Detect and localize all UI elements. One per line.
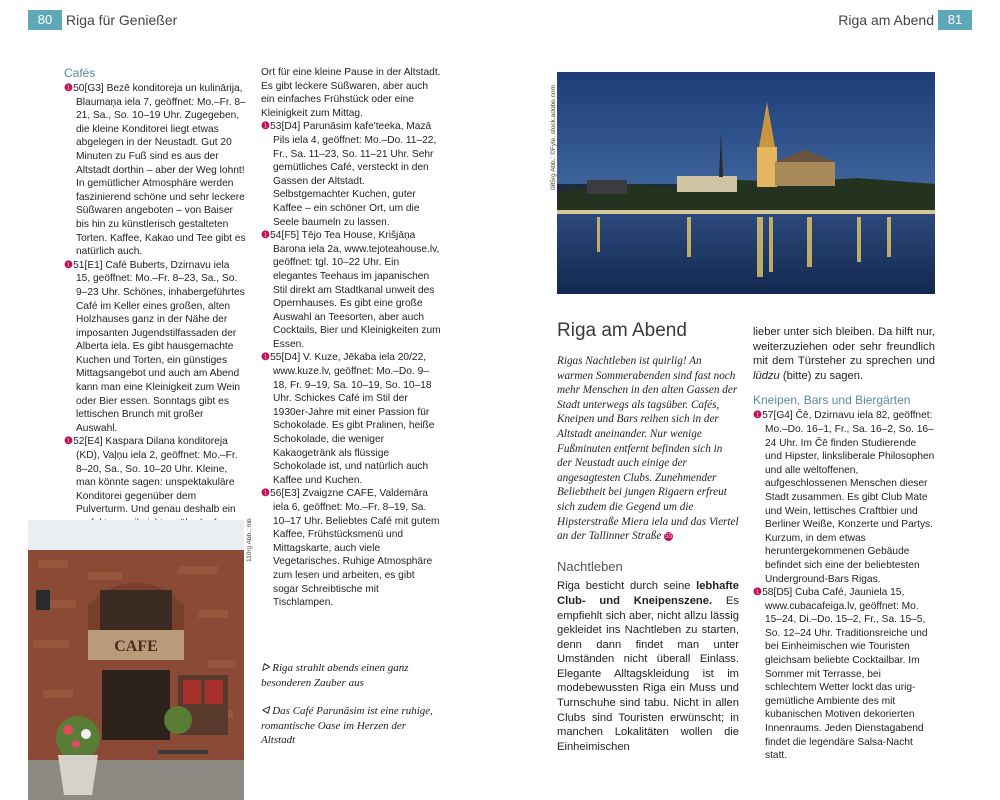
bar-pin-icon: ❶ — [753, 587, 763, 599]
entry-text: [F5] Tējo Tea House, Krišjāņa Barona iela 2a, www.tejoteahouse.lv, geöffnet: tgl. 10–22 Uhr. Ein elegantes Teehaus im japanischen Stil direkt am Stadtkanal unweit des Opernhauses. Es gibt eine große Auswahl an Teesorten, aber auch Cocktails, Bier und Kleinigkeiten zum Essen. — [273, 230, 441, 350]
entry-number: 53 — [270, 121, 282, 133]
map-pin-icon: ❶ — [261, 352, 271, 364]
map-pin-icon: ❶ — [64, 436, 74, 448]
list-item — [64, 82, 246, 259]
entry-number: 54 — [270, 230, 282, 242]
right-column-2 — [753, 325, 935, 763]
caption-text: Das Café Parunāsim ist eine ruhige, romantische Oase im Herzen der Altstadt — [261, 705, 433, 746]
list-item — [261, 487, 441, 609]
cafe-sign: CAFE — [114, 638, 158, 655]
caption-evening — [261, 661, 441, 690]
entry-number: 52 — [73, 436, 85, 448]
entry-text: [E1] Café Buberts, Dzirnavu iela 15, geöffnet: Mo.–Fr. 8–23, Sa., So. 9–23 Uhr. Schönes, inhabergeführtes Café im Keller eines großen, alten Holzhauses ganz in der Nähe der imposanten Jugendstilfassaden der Alberta iela. Es gibt hausgemachte Kuchen und Torten, ein günstiges Mittagsangebot und auch am Abend kann man eine Kleinigkeit zum Wein oder Bier essen. Sonntags gibt es lettischen Brunch mit großer Auswahl. — [76, 259, 245, 434]
running-head-left: Riga für Genießer — [66, 12, 178, 28]
entry-number: 50 — [73, 83, 85, 94]
map-pin-icon: ❶ — [64, 83, 74, 94]
map-badge: 55 — [665, 532, 673, 541]
entry-text: [E4] Kaspara Dilana konditoreja (KD), Vaļņu iela 2, geöffnet: Mo.–Fr. 8–20, Sa., So. 10–20 Uhr. Kleine, man könnte sagen: unspektakuläre Konditorei gegenüber dem Pulverturm. Und genau deshalb ein — [76, 436, 238, 516]
nightlife-paragraph-cont — [753, 325, 935, 383]
left-column-2 — [261, 66, 441, 610]
nightlife-paragraph — [557, 579, 739, 754]
text-run-italic: lūdzu — [753, 369, 780, 382]
list-item — [753, 586, 935, 763]
caption-arrow-icon: ᐊ — [261, 705, 270, 717]
list-item — [64, 435, 246, 530]
section-heading-cafes: Cafés — [64, 66, 96, 80]
photo-credit-left: 110rg Abb.: mb — [246, 518, 253, 562]
entry-text: [D4] V. Kuze, Jēkaba iela 20/22, www.kuze.lv, geöffnet: Mo.–Do. 9–18, Fr. 9–19, Sa. 10–19, So. 10–18 Uhr. Schickes Café im Stil der 1930er-Jahre mit einer Passion für Schokolade. Es gibt Pralinen, heiße Schokolade, die weniger Kakaogetränk als flüssige Schokolade ist, und natürlich auch Kaffee und Kuchen. — [273, 352, 435, 486]
intro-paragraph — [557, 354, 739, 544]
entry-text: [D5] Cuba Café, Jauniela 15, www.cubacafeiga.lv, geöffnet: Mo. 15–24, Di.–Do. 15–2, Fr., Sa. 15–5, So. 12–24 Uhr. Traditionsreiche und bei Einheimischen wie Touristen gleichsam beliebte Cocktailbar. Im Sommer mit Terrasse, bei schlechtem Wetter lockt das urig-gemütliche Ambiente des mit kubanischen Motiven dekorierten Innenraums. Jeden Dienstagabend findet die legendäre Salsa-Nacht statt. — [765, 587, 928, 762]
map-pin-icon: ❶ — [261, 121, 271, 133]
list-item — [64, 259, 246, 436]
riga-night-photo — [557, 72, 935, 294]
list-item — [753, 409, 935, 586]
bar-pin-icon: ❶ — [753, 410, 763, 422]
left-column-1 — [64, 66, 246, 531]
continued-text: Ort für eine kleine Pause in der Altstadt. Es gibt leckere Süßwaren, aber auch ein einfaches Frühstück oder eine Kleinigkeit zum Mittag. — [261, 67, 441, 119]
intro-text: Rigas Nachtleben ist quirlig! An warmen Sommerabenden sind fast noch mehr Menschen in den alten Gassen der Stadt unterwegs als tagsüber. Cafés, Kneipen und Bars reihen sich in der Altstadt aneinander. Nur wenige Fußminuten entfernt befinden sich in der Neustadt auch einige der angesagtesten Clubs. Zunehmender Beliebtheit bei jungen Rigaern erfreut sich zudem die Gegend um die Hipsterstraße Miera iela und das Viertel an der Tallinner Straße — [557, 355, 739, 543]
list-item — [261, 120, 441, 229]
photo-credit-right: 085rg Abb.: ©Fyle, stock.adobe.com — [550, 85, 557, 190]
text-run: (bitte) zu sagen. — [779, 369, 864, 382]
page-number-left: 80 — [28, 10, 62, 30]
entry-number: 56 — [270, 488, 282, 500]
caption-text: Riga strahlt abends einen ganz besonderen Zauber aus — [261, 662, 409, 689]
list-item — [261, 229, 441, 351]
caption-cafe — [261, 704, 441, 748]
entry-text: [E3] Zvaigzne CAFE, Valdemāra iela 6, geöffnet: Mo.–Fr. 8–19, Sa. 10–17 Uhr. Beliebtes Café mit gutem Kaffee, Frühstücksmenü und Mittagskarte, auch viele Vegetarisches. Ruhige Atmosphäre zum lesen und arbeiten, es gibt sogar Schreibtische mit Tischlampen. — [273, 488, 440, 609]
list-item — [261, 351, 441, 487]
entry-text: [D4] Parunāsim kafe'teeka, Mazā Pils iela 4, geöffnet: Mo.–Do. 11–22, Fr., Sa. 11–23, So. 11–21 Uhr. Sehr gemütliches Café, versteckt in den Gassen der Altstadt. Selbstgemachter Kuchen, guter Kaffee – ein schöner Ort, um die Seele baumeln zu lassen. — [273, 121, 437, 228]
subheading-nachtleben: Nachtleben — [557, 558, 623, 574]
map-pin-icon: ❶ — [261, 488, 271, 500]
text-run-bold: lebhafte Club- und Kneipenszene. — [557, 580, 739, 607]
section-title: Riga am Abend — [557, 320, 687, 341]
entry-number: 57 — [762, 410, 774, 422]
entry-number: 55 — [270, 352, 282, 364]
caption-arrow-icon: ᐅ — [261, 662, 270, 674]
text-run: lieber unter sich bleiben. Da hilft nur, weiterzuziehen oder sehr freundlich mit dem Türsteher zu sprechen und — [753, 326, 935, 368]
entry-text: [G4] Čē, Dzirnavu iela 82, geöffnet: Mo.–Do. 16–1, Fr., Sa. 16–2, So. 16–24 Uhr. Im Čē finden Studierende und Hipster, linksliberale Philosophen und alle weltoffenen, aufgeschlossenen Menschen dieser Stadt zusammen. Es gibt Club Mate und Wein, lettisches Craftbier und Berliner Weiße, Konzerte und Partys. Kurzum, in dem etwas heruntergekommenen Gebäude befindet sich eine der beliebtesten Underground-Bars Rigas. — [765, 410, 935, 585]
cafe-photo — [28, 520, 244, 800]
entry-number: 58 — [762, 587, 774, 599]
right-column-1 — [557, 354, 739, 754]
text-run: Riga besticht durch seine — [557, 580, 697, 593]
map-pin-icon: ❶ — [64, 259, 74, 271]
subheading-kneipen: Kneipen, Bars und Biergärten — [753, 393, 911, 408]
entry-text: [G3] Bezē konditoreja un kulinārija, Blaumaņa iela 7, geöffnet: Mo.–Fr. 8–21, Sa., So. 10–19 Uhr. Zugegeben, die kleine Konditorei liegt etwas abgelegen in der Neustadt. Gut 20 Minuten zu Fuß sind es aus der Altstadt dorthin – aber der Weg lohnt! In gemütlicher Atmosphäre werden faszinierend schöne und sehr leckere Süßwaren angeboten – von Baiser bis hin zu künstlerisch gestalteten Torten. Kaffee, Kakao und Tee gibt es natürlich auch. — [76, 83, 246, 258]
map-pin-icon: ❶ — [261, 230, 271, 242]
page-number-right: 81 — [938, 10, 972, 30]
entry-number: 51 — [73, 259, 85, 271]
text-run: Es empfiehlt sich aber, nicht allzu lässig gekleidet ins Nachtleben zu starten, denn dann findet man unter Umständen nicht überall Einlass. Elegante Alltagskleidung ist im modebewussten Riga ein Muss und Turnschuhe sind tabu. Nicht in allen Clubs sind Touristen erwünscht; in manchen Lokalitäten wollen die Einheimischen — [557, 594, 739, 753]
running-head-right: Riga am Abend — [838, 12, 934, 28]
